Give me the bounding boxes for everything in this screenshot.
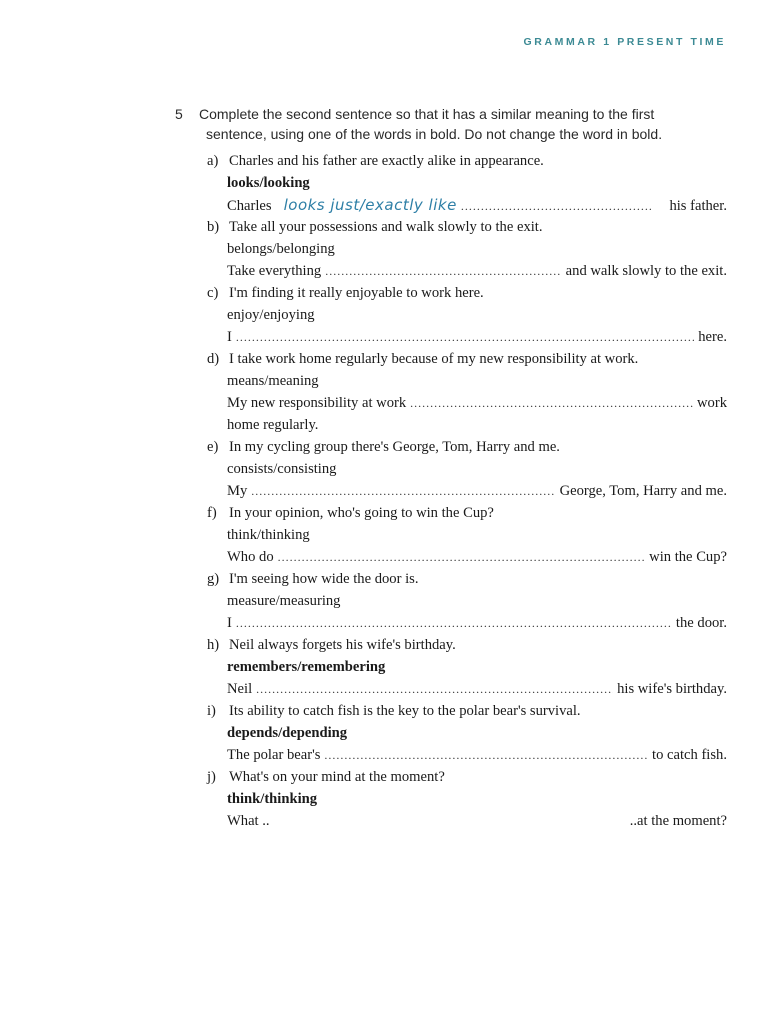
answer-start: My new responsibility at work xyxy=(227,395,407,411)
answer-end: ..at the moment? xyxy=(629,813,727,829)
answer-line[interactable] xyxy=(207,744,727,766)
answer-start: I xyxy=(227,329,232,345)
exercise-item-d xyxy=(207,348,727,436)
answer-line[interactable] xyxy=(207,392,727,414)
item-letter: d) xyxy=(207,351,220,367)
item-sentence: In your opinion, who's going to win the Cup? xyxy=(229,505,494,521)
exercise-number: 5 xyxy=(175,106,183,122)
page-header: GRAMMAR 1 PRESENT TIME xyxy=(523,36,726,48)
item-keyword: depends/depending xyxy=(227,725,348,741)
item-keyword: remembers/remembering xyxy=(227,659,386,675)
instruction-line-1: Complete the second sentence so that it has a similar meaning to the first xyxy=(199,106,655,122)
item-keyword: belongs/belonging xyxy=(227,241,335,257)
item-sentence: Neil always forgets his wife's birthday. xyxy=(229,637,456,653)
answer-line[interactable] xyxy=(207,810,727,832)
answer-blank xyxy=(278,546,646,568)
answer-blank xyxy=(236,326,694,348)
answer-line[interactable] xyxy=(207,260,727,282)
item-sentence: In my cycling group there's George, Tom, Harry and me. xyxy=(229,439,560,455)
answer-start: Charles xyxy=(227,198,272,214)
exercise-item-e xyxy=(207,436,727,502)
answer-end: work xyxy=(697,395,727,411)
answer-end: his father. xyxy=(669,198,727,214)
exercise-item-i xyxy=(207,700,727,766)
item-sentence: Take all your possessions and walk slowly to the exit. xyxy=(229,219,543,235)
item-keyword: enjoy/enjoying xyxy=(227,307,315,323)
handwritten-answer: looks just/exactly like xyxy=(283,196,457,214)
item-letter: h) xyxy=(207,637,220,653)
exercise-item-f xyxy=(207,502,727,568)
answer-start: I xyxy=(227,615,232,631)
answer-end: here. xyxy=(698,329,727,345)
item-letter: b) xyxy=(207,219,220,235)
answer-end: and walk slowly to the exit. xyxy=(565,263,727,279)
answer-line[interactable] xyxy=(207,678,727,700)
answer-line[interactable] xyxy=(207,546,727,568)
answer-start: Who do xyxy=(227,549,274,565)
item-letter: c) xyxy=(207,285,219,301)
item-letter: j) xyxy=(207,769,216,785)
exercise-item-b xyxy=(207,216,727,282)
answer-end: George, Tom, Harry and me. xyxy=(559,483,727,499)
item-sentence: Charles and his father are exactly alike in appearance. xyxy=(229,153,544,169)
answer-end: to catch fish. xyxy=(652,747,727,763)
answer-start: Take everything xyxy=(227,263,322,279)
item-keyword: think/thinking xyxy=(227,791,318,807)
answer-blank xyxy=(236,612,672,634)
answer-continuation: home regularly. xyxy=(227,417,319,433)
item-sentence: I take work home regularly because of my new responsibility at work. xyxy=(229,351,639,367)
answer-blank xyxy=(410,392,693,414)
answer-line[interactable] xyxy=(207,612,727,634)
answer-start: My xyxy=(227,483,248,499)
item-letter: a) xyxy=(207,153,219,169)
exercise-item-j xyxy=(207,766,727,832)
answer-start: The polar bear's xyxy=(227,747,321,763)
answer-line[interactable] xyxy=(207,480,727,502)
answer-line[interactable] xyxy=(207,326,727,348)
exercise-instructions xyxy=(175,104,735,144)
exercise-item-g xyxy=(207,568,727,634)
answer-end: his wife's birthday. xyxy=(617,681,727,697)
item-sentence: I'm seeing how wide the door is. xyxy=(229,571,419,587)
item-sentence: What's on your mind at the moment? xyxy=(229,769,445,785)
item-letter: e) xyxy=(207,439,219,455)
answer-blank xyxy=(461,195,652,217)
answer-start: Neil xyxy=(227,681,253,697)
exercise-item-h xyxy=(207,634,727,700)
item-keyword: looks/looking xyxy=(227,175,310,191)
instruction-line-2: sentence, using one of the words in bold. Do not change the word in bold. xyxy=(206,126,663,142)
item-sentence: Its ability to catch fish is the key to the polar bear's survival. xyxy=(229,703,581,719)
answer-end: the door. xyxy=(675,615,727,631)
item-sentence: I'm finding it really enjoyable to work here. xyxy=(229,285,484,301)
answer-blank xyxy=(324,744,648,766)
item-keyword: consists/consisting xyxy=(227,461,337,477)
answer-end: win the Cup? xyxy=(649,549,727,565)
item-letter: g) xyxy=(207,571,220,587)
exercise-item-c xyxy=(207,282,727,348)
answer-line[interactable] xyxy=(207,194,727,216)
item-keyword: measure/measuring xyxy=(227,593,341,609)
answer-blank xyxy=(325,260,561,282)
answer-blank xyxy=(256,678,613,700)
item-letter: f) xyxy=(207,505,217,521)
item-letter: i) xyxy=(207,703,216,719)
item-keyword: think/thinking xyxy=(227,527,310,543)
exercise-item-a xyxy=(207,150,727,216)
item-keyword: means/meaning xyxy=(227,373,319,389)
answer-blank xyxy=(251,480,555,502)
answer-start: What .. xyxy=(227,813,270,829)
